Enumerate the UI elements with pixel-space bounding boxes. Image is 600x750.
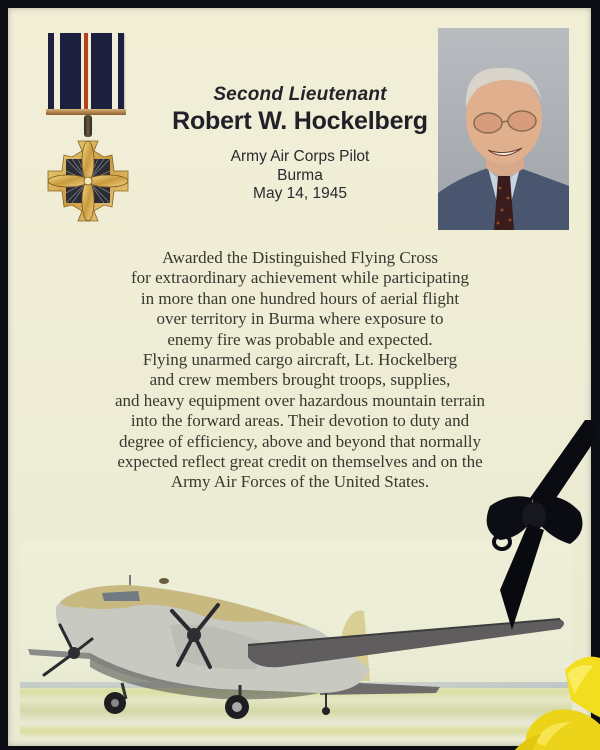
black-ribbon-icon [470, 420, 595, 645]
citation-line: and crew members brought troops, supplies, [149, 370, 451, 390]
service-role: Army Air Corps Pilot [230, 148, 370, 165]
citation-line: into the forward areas. Their devotion to duty and [130, 411, 470, 431]
citation-line: Army Air Forces of the United States. [170, 472, 430, 492]
citation-line: expected reflect great credit on themselves and on the [117, 452, 483, 472]
portrait-photo [438, 28, 569, 230]
citation-line: in more than one hundred hours of aerial flight [140, 288, 460, 308]
yellow-ribbon-icon [515, 650, 600, 750]
citation-line: for extraordinary achievement while participating [131, 268, 469, 288]
citation-line: enemy fire was probable and expected. [167, 329, 433, 349]
cross-propeller-icon [42, 135, 134, 227]
portrait-man-icon [438, 28, 569, 230]
service-location: Burma [277, 166, 323, 184]
citation-line: over territory in Burma where exposure to [156, 309, 444, 329]
medal-ring [84, 115, 92, 137]
citation-line: Flying unarmed cargo aircraft, Lt. Hockelberg [142, 350, 458, 370]
citation-text [90, 248, 510, 493]
rank-title: Second Lieutenant [213, 84, 387, 105]
citation-line: and heavy equipment over hazardous mountain terrain [114, 390, 486, 410]
honoree-name: Robert W. Hockelberg [172, 107, 428, 135]
service-details [170, 148, 430, 204]
distinguished-flying-cross-medal [40, 33, 136, 229]
service-date: May 14, 1945 [253, 185, 347, 202]
citation-line: Awarded the Distinguished Flying Cross [161, 248, 439, 267]
citation-line: degree of efficiency, above and beyond that normally [118, 431, 482, 451]
medal-ribbon [48, 33, 124, 109]
